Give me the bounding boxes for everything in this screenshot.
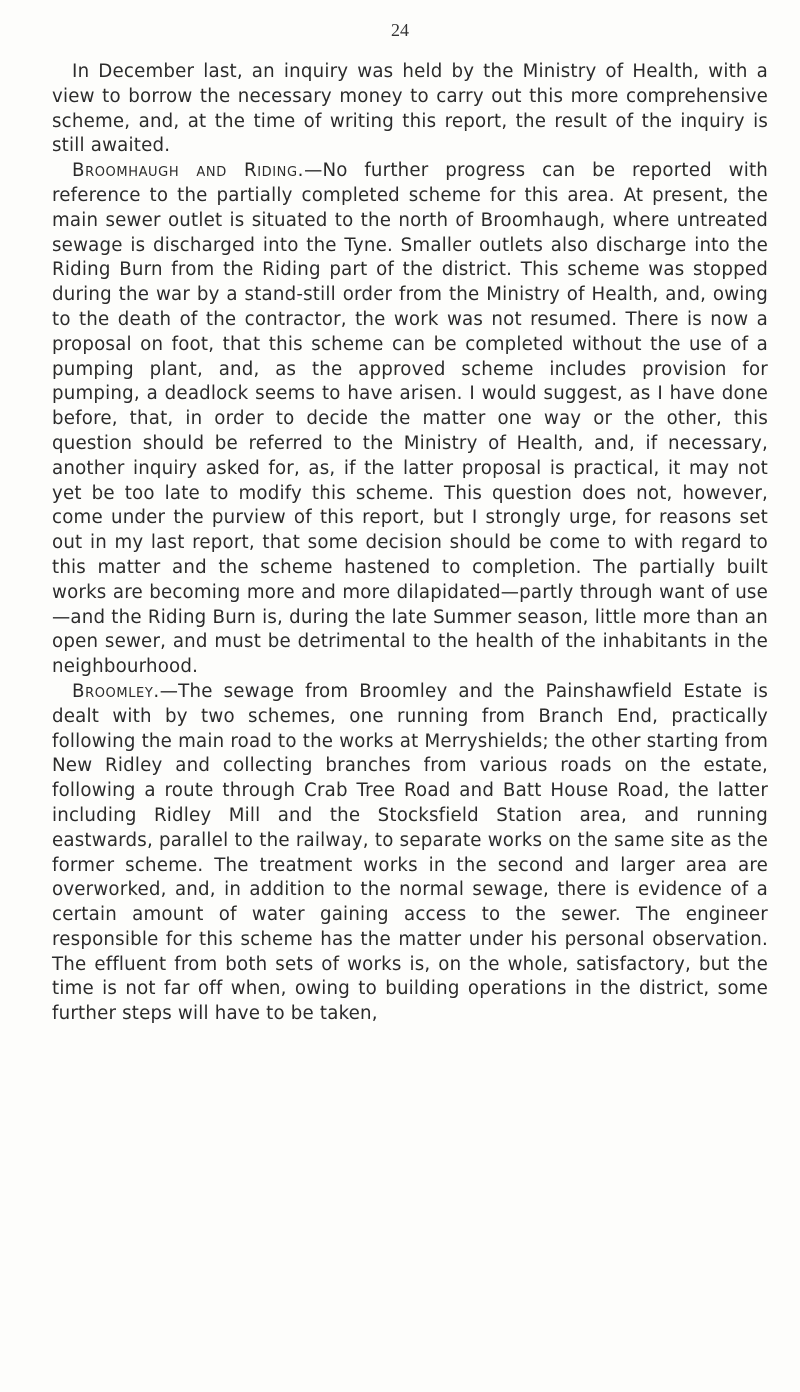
paragraph-text: —The sewage from Broomley and the Painshawfield Estate is dealt with by two schemes, one running from Branch End, practically following the main road to the works at Merryshields; the other starting from New Ridley and collecting branches from various roads on the estate, following a route through Crab Tree Road and Batt House Road, the latter including Ridley Mill and the Stocksfield Station area, and running eastwards, parallel to the railway, to separate works on the same site as the former scheme. The treatment works in the second and larger area are overworked, and, in addition to the normal sewage, there is evidence of a certain amount of water gaining access to the sewer. The engineer responsible for this scheme has the matter under his personal observation. The effluent from both sets of works is, on the whole, satisfactory, but the time is not far off when, owing to building operations in the district, some further steps will have to be taken, <box>52 680 768 1025</box>
body-text <box>52 60 768 1027</box>
paragraph-broomhaugh-riding <box>52 159 768 680</box>
section-heading: Broomhaugh and Riding. <box>72 160 305 182</box>
paragraph-broomley <box>52 680 768 1027</box>
paragraph-text: In December last, an inquiry was held by the Ministry of Health, with a view to borrow the necessary money to carry out this more comprehensive scheme, and, at the time of writing this report, the result of the inquiry is still awaited. <box>52 61 768 157</box>
paragraph-inquiry <box>52 60 768 159</box>
page-number: 24 <box>391 20 409 40</box>
section-heading: Broomley. <box>72 680 160 702</box>
paragraph-text: —No further progress can be reported with reference to the partially completed scheme for this area. At present, the main sewer outlet is situated to the north of Broomhaugh, where untreated sewage is discharged into the Tyne. Smaller outlets also discharge into the Riding Burn from the Riding part of the district. This scheme was stopped during the war by a stand-still order from the Ministry of Health, and, owing to the death of the contractor, the work was not resumed. There is now a proposal on foot, that this scheme can be completed without the use of a pumping plant, and, as the approved scheme includes provision for pumping, a deadlock seems to have arisen. I would suggest, as I have done before, that, in order to decide the matter one way or the other, this question should be referred to the Ministry of Health, and, if necessary, another inquiry asked for, as, if the latter proposal is practical, it may not yet be too late to modify this scheme. This question does not, however, come under the purview of this report, but I strongly urge, for reasons set out in my last report, that some decision should be come to with regard to this matter and the scheme hastened to completion. The partially built works are becoming more and more dilapidated—partly through want of use—and the Riding Burn is, during the late Summer season, little more than an open sewer, and must be detrimental to the health of the inhabitants in the neighbourhood. <box>52 160 769 678</box>
